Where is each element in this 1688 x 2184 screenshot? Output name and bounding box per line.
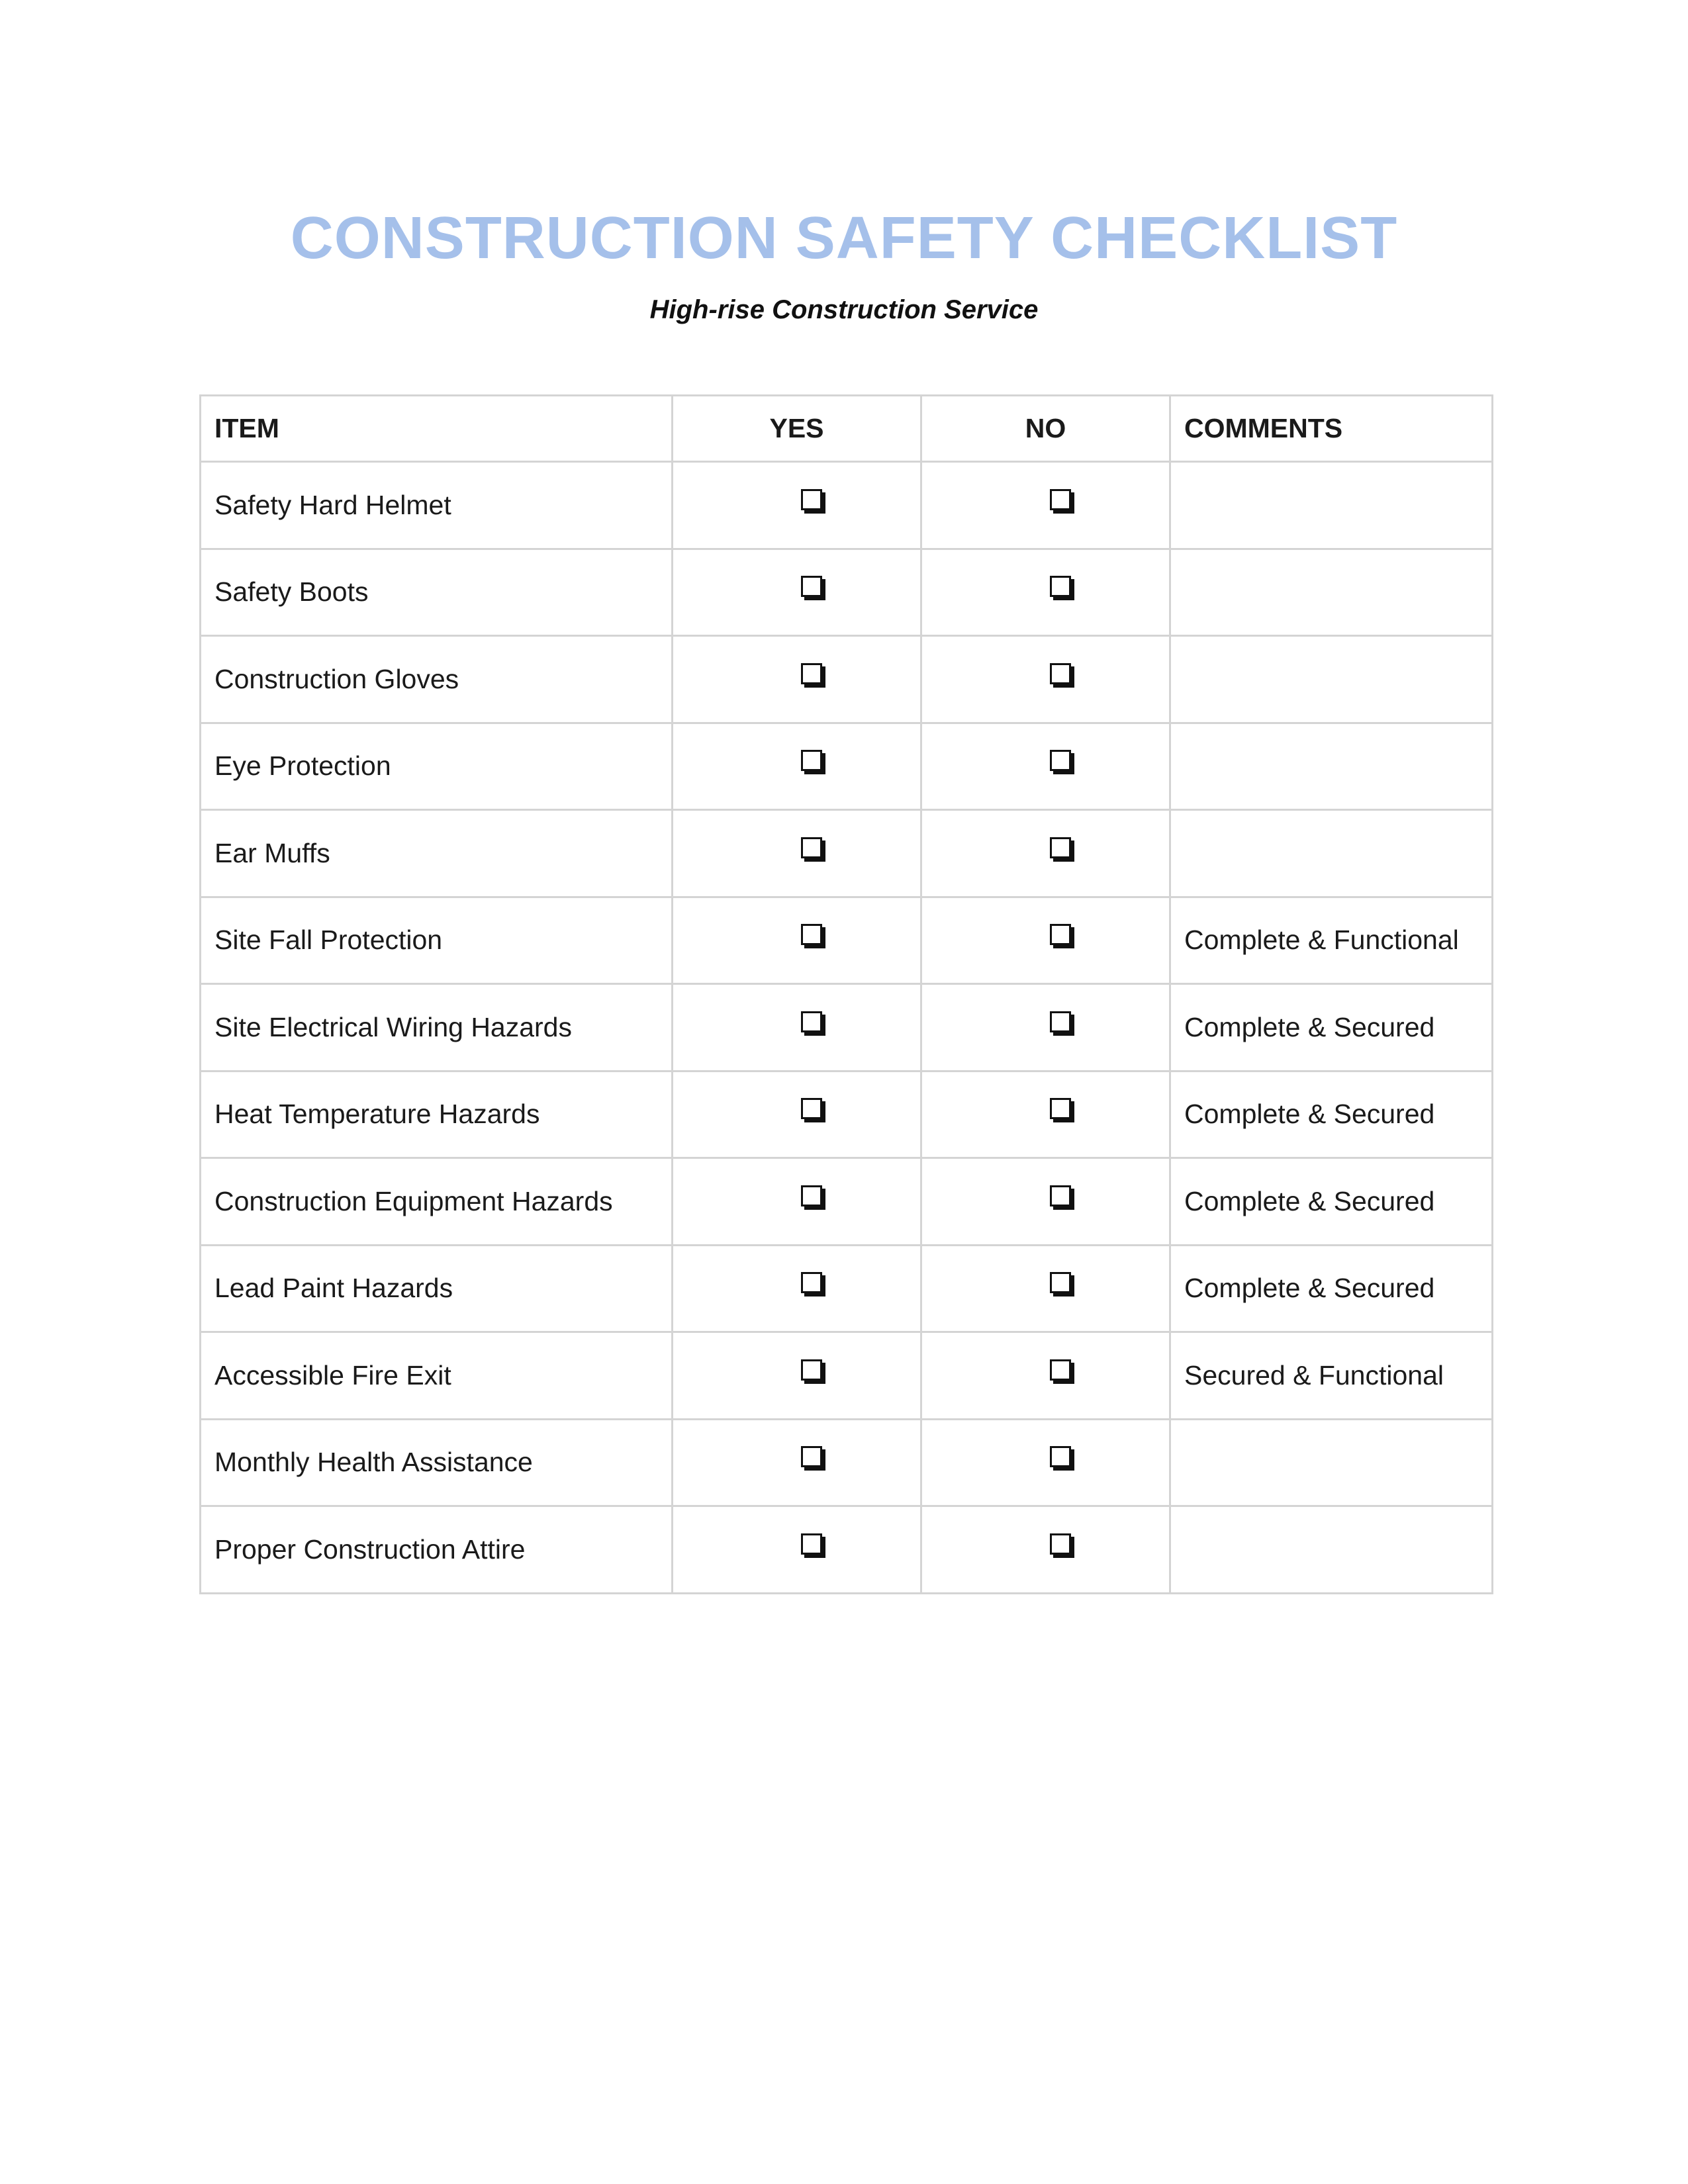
no-cell (921, 984, 1170, 1071)
comment-cell (1170, 462, 1493, 549)
item-label: Safety Hard Helmet (201, 462, 673, 549)
item-label: Eye Protection (201, 723, 673, 810)
no-cell (921, 1506, 1170, 1594)
checkbox-icon[interactable] (801, 1533, 822, 1555)
no-cell (921, 723, 1170, 810)
no-cell (921, 1419, 1170, 1506)
checkbox-icon[interactable] (801, 1272, 822, 1293)
table-row (201, 1158, 1493, 1246)
comment-cell: Complete & Secured (1170, 1071, 1493, 1158)
checkbox-icon[interactable] (1050, 1011, 1071, 1032)
checkbox-icon[interactable] (1050, 489, 1071, 510)
checkbox-icon[interactable] (801, 750, 822, 771)
comment-cell (1170, 636, 1493, 723)
item-label: Construction Equipment Hazards (201, 1158, 673, 1246)
table-row (201, 1506, 1493, 1594)
comment-cell: Secured & Functional (1170, 1332, 1493, 1420)
checkbox-icon[interactable] (801, 1359, 822, 1381)
table-row (201, 1071, 1493, 1158)
yes-cell (673, 1419, 921, 1506)
table-row (201, 1332, 1493, 1420)
table-row (201, 897, 1493, 984)
yes-cell (673, 462, 921, 549)
no-cell (921, 810, 1170, 897)
comment-cell (1170, 723, 1493, 810)
checkbox-icon[interactable] (1050, 1098, 1071, 1119)
item-label: Accessible Fire Exit (201, 1332, 673, 1420)
yes-cell (673, 810, 921, 897)
checkbox-icon[interactable] (1050, 576, 1071, 597)
checklist-table (199, 394, 1493, 1594)
table-row (201, 462, 1493, 549)
table-row (201, 1419, 1493, 1506)
no-cell (921, 636, 1170, 723)
checkbox-icon[interactable] (1050, 924, 1071, 945)
table-row (201, 810, 1493, 897)
no-cell (921, 462, 1170, 549)
no-cell (921, 1245, 1170, 1332)
item-label: Monthly Health Assistance (201, 1419, 673, 1506)
checkbox-icon[interactable] (801, 1446, 822, 1467)
table-row (201, 1245, 1493, 1332)
table-row (201, 549, 1493, 636)
yes-cell (673, 1506, 921, 1594)
table-row (201, 723, 1493, 810)
yes-cell (673, 636, 921, 723)
item-label: Site Fall Protection (201, 897, 673, 984)
yes-cell (673, 897, 921, 984)
yes-cell (673, 723, 921, 810)
table-row (201, 636, 1493, 723)
item-label: Proper Construction Attire (201, 1506, 673, 1594)
checkbox-icon[interactable] (1050, 1359, 1071, 1381)
checkbox-icon[interactable] (1050, 837, 1071, 858)
checkbox-icon[interactable] (1050, 663, 1071, 684)
checkbox-icon[interactable] (1050, 1185, 1071, 1206)
checkbox-icon[interactable] (801, 1011, 822, 1032)
page-subtitle: High-rise Construction Service (649, 295, 1039, 324)
header-yes: YES (673, 396, 921, 462)
checkbox-icon[interactable] (1050, 1272, 1071, 1293)
header-item: ITEM (201, 396, 673, 462)
checkbox-icon[interactable] (801, 663, 822, 684)
item-label: Site Electrical Wiring Hazards (201, 984, 673, 1071)
no-cell (921, 1158, 1170, 1246)
checkbox-icon[interactable] (801, 1098, 822, 1119)
yes-cell (673, 1158, 921, 1246)
no-cell (921, 549, 1170, 636)
checkbox-icon[interactable] (1050, 1533, 1071, 1555)
yes-cell (673, 984, 921, 1071)
table-row (201, 984, 1493, 1071)
checkbox-icon[interactable] (1050, 1446, 1071, 1467)
item-label: Construction Gloves (201, 636, 673, 723)
yes-cell (673, 1332, 921, 1420)
comment-cell (1170, 810, 1493, 897)
yes-cell (673, 1071, 921, 1158)
header-no: NO (921, 396, 1170, 462)
comment-cell: Complete & Secured (1170, 1158, 1493, 1246)
item-label: Heat Temperature Hazards (201, 1071, 673, 1158)
comment-cell: Complete & Functional (1170, 897, 1493, 984)
checkbox-icon[interactable] (1050, 750, 1071, 771)
comment-cell (1170, 1506, 1493, 1594)
item-label: Ear Muffs (201, 810, 673, 897)
comment-cell (1170, 1419, 1493, 1506)
header-comments: COMMENTS (1170, 396, 1493, 462)
checkbox-icon[interactable] (801, 924, 822, 945)
comment-cell: Complete & Secured (1170, 984, 1493, 1071)
comment-cell (1170, 549, 1493, 636)
no-cell (921, 897, 1170, 984)
checkbox-icon[interactable] (801, 1185, 822, 1206)
checkbox-icon[interactable] (801, 837, 822, 858)
checkbox-icon[interactable] (801, 489, 822, 510)
page-title: CONSTRUCTION SAFETY CHECKLIST (290, 205, 1398, 271)
item-label: Safety Boots (201, 549, 673, 636)
no-cell (921, 1071, 1170, 1158)
yes-cell (673, 549, 921, 636)
yes-cell (673, 1245, 921, 1332)
no-cell (921, 1332, 1170, 1420)
checklist-body (201, 462, 1493, 1594)
item-label: Lead Paint Hazards (201, 1245, 673, 1332)
checkbox-icon[interactable] (801, 576, 822, 597)
table-header-row (201, 396, 1493, 462)
comment-cell: Complete & Secured (1170, 1245, 1493, 1332)
